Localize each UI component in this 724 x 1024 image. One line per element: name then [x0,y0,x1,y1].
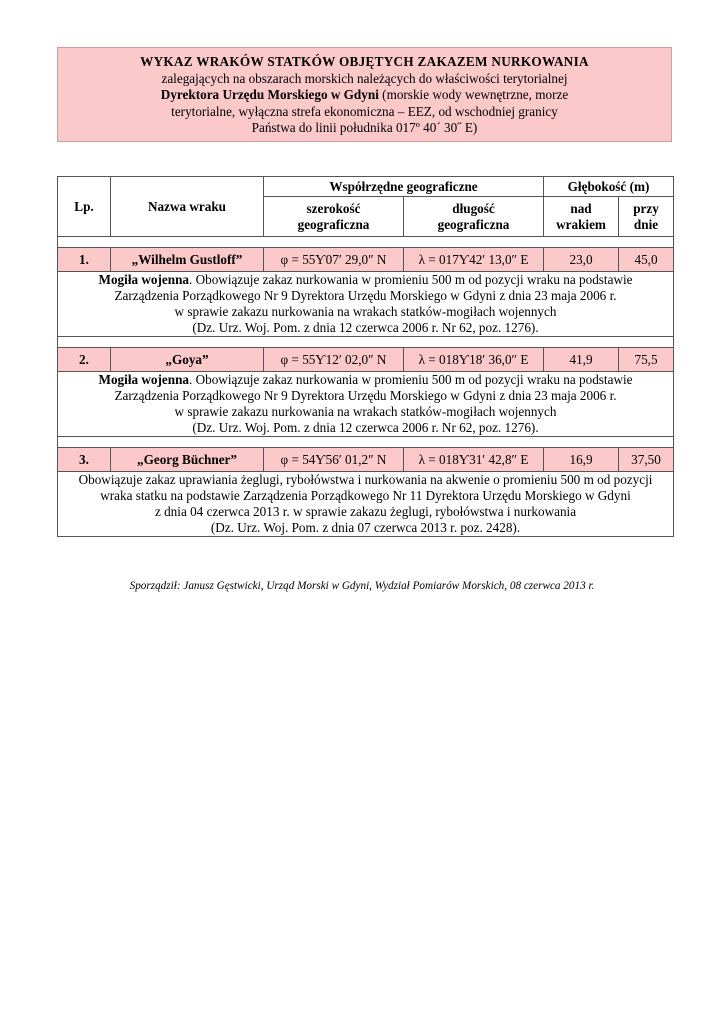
depth-over-wreck: 16,9 [544,448,619,472]
note-line-2: Zarządzenia Porządkowego Nr 9 Dyrektora Urzędu Morskiego w Gdyni z dnia 23 maja 2006 r. [114,288,617,303]
latitude-label-1: szerokość [306,200,361,216]
note-line-2: Zarządzenia Porządkowego Nr 9 Dyrektora Urzędu Morskiego w Gdyni z dnia 23 maja 2006 r. [114,388,617,403]
header-line-1: zalegających na obszarach morskich należących do właściwości terytorialnej [161,70,568,86]
wreck-longitude: λ = 017Ƴ42′ 13,0″ E [404,248,544,272]
row-lp: 2. [58,348,111,372]
note-line-1 [58,272,673,288]
wreck-latitude: φ = 55Ƴ12′ 02,0″ N [264,348,404,372]
note-line-1-text: . Obowiązuje zakaz nurkowania w promieniu 500 m od pozycji wraku na podstawie [189,272,633,287]
note-line-2: wraka statku na podstawie Zarządzenia Porządkowego Nr 11 Dyrektora Urzędu Morskiego w Gdyni [100,488,631,503]
depth-over-wreck: 41,9 [544,348,619,372]
wreck-name: „Goya” [111,348,264,372]
header-line-3: terytorialne, wyłączna strefa ekonomiczna – EEZ, od wschodniej granicy [171,103,558,119]
wreck-note [58,472,674,537]
spacer-row [58,437,674,448]
column-header-longitude [404,197,544,237]
column-header-latitude [264,197,404,237]
note-line-1 [58,372,673,388]
wreck-latitude: φ = 54Ƴ56′ 01,2″ N [264,448,404,472]
document-title: WYKAZ WRAKÓW STATKÓW OBJĘTYCH ZAKAZEM NURKOWANIA [140,54,589,69]
wrecks-table [57,176,674,537]
longitude-label-1: długość [452,200,495,216]
depth-at-bottom: 37,50 [619,448,674,472]
depth-at-bottom: 45,0 [619,248,674,272]
prepared-by-footer: Sporządził: Janusz Gęstwicki, Urząd Morski w Gdyni, Wydział Pomiarów Morskich, 08 czerwca 2013 r. [129,580,595,592]
table-row [58,448,674,472]
column-header-depth-bottom [619,197,674,237]
note-line-3: z dnia 04 czerwca 2013 r. w sprawie zakazu żeglugi, rybołówstwa i nurkowania [154,504,577,519]
header-line-4: Państwa do linii południka 017º 40´ 30˝ E) [251,120,478,136]
depth-at-bottom: 75,5 [619,348,674,372]
note-line-1-text: . Obowiązuje zakaz nurkowania w promieniu 500 m od pozycji wraku na podstawie [189,372,633,387]
wreck-name: „Georg Büchner” [111,448,264,472]
table-row [58,348,674,372]
column-header-lp: Lp. [58,177,111,237]
note-war-grave: Mogiła wojenna [98,272,189,287]
column-header-depth: Głębokość (m) [544,177,674,197]
note-war-grave: Mogiła wojenna [98,372,189,387]
note-line-3: w sprawie zakazu nurkowania na wrakach statków-mogiłach wojennych [174,404,557,419]
depth-wreck-label-1: nad [570,200,592,216]
row-lp: 1. [58,248,111,272]
wreck-note-row [58,472,674,537]
spacer-row [58,337,674,348]
document-header [57,47,672,142]
wreck-longitude: λ = 018Ƴ31′ 42,8″ E [404,448,544,472]
column-header-name: Nazwa wraku [111,177,264,237]
header-line-2-rest: (morskie wody wewnętrzne, morze [378,87,569,103]
note-line-3: w sprawie zakazu nurkowania na wrakach statków-mogiłach wojennych [174,304,557,319]
note-line-4: (Dz. Urz. Woj. Pom. z dnia 12 czerwca 2006 r. Nr 62, poz. 1276). [192,420,539,435]
wreck-note-row [58,372,674,437]
depth-bottom-label-1: przy [633,200,659,216]
wreck-name: „Wilhelm Gustloff” [111,248,264,272]
note-line-4: (Dz. Urz. Woj. Pom. z dnia 12 czerwca 2006 r. Nr 62, poz. 1276). [192,320,539,335]
wreck-note [58,372,674,437]
latitude-label-2: geograficzna [297,216,370,232]
header-authority: Dyrektora Urzędu Morskiego w Gdyni [160,87,379,103]
column-header-depth-wreck [544,197,619,237]
note-line-4: (Dz. Urz. Woj. Pom. z dnia 07 czerwca 2013 r. poz. 2428). [210,520,521,535]
wreck-longitude: λ = 018Ƴ18′ 36,0″ E [404,348,544,372]
wreck-note [58,272,674,337]
row-lp: 3. [58,448,111,472]
depth-bottom-label-2: dnie [633,216,659,232]
column-header-coords: Współrzędne geograficzne [264,177,544,197]
depth-over-wreck: 23,0 [544,248,619,272]
note-line-1: Obowiązuje zakaz uprawiania żeglugi, rybołówstwa i nurkowania na akwenie o promieniu 500 m od pozycji [78,472,653,487]
wreck-latitude: φ = 55Ƴ07′ 29,0″ N [264,248,404,272]
header-line-2 [58,87,671,104]
longitude-label-2: geograficzna [437,216,510,232]
depth-wreck-label-2: wrakiem [556,216,606,232]
wreck-note-row [58,272,674,337]
table-row [58,248,674,272]
spacer-row [58,237,674,248]
